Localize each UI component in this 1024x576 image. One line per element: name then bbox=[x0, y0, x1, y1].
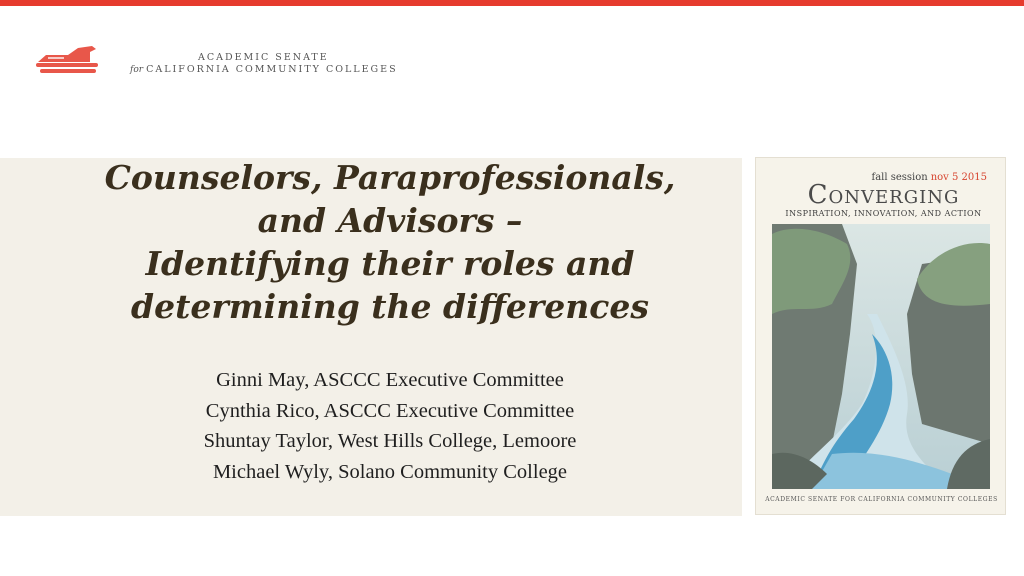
organization-name bbox=[130, 52, 398, 76]
title-line-3: Identifying their roles and bbox=[145, 244, 635, 283]
title-line-4: determining the differences bbox=[131, 287, 649, 326]
title-line-1: Counselors, Paraprofessionals, bbox=[104, 158, 676, 197]
presenter-item: Ginni May, ASCCC Executive Committee bbox=[216, 369, 564, 391]
presenter-item: Michael Wyly, Solano Community College bbox=[212, 460, 568, 483]
org-line-2 bbox=[130, 64, 398, 76]
org-line-1: ACADEMIC SENATE bbox=[198, 52, 329, 63]
presenter-item: Shuntay Taylor, West Hills College, Lemoore bbox=[203, 430, 577, 452]
org-for: for bbox=[130, 65, 144, 75]
title-line-2: and Advisors – bbox=[257, 201, 523, 240]
cover-title: Converging bbox=[807, 180, 960, 210]
river-canyon-painting bbox=[772, 224, 990, 489]
cover-season-label: fall session bbox=[871, 172, 928, 183]
cover-footer: ACADEMIC SENATE FOR CALIFORNIA COMMUNITY COLLEGES bbox=[765, 496, 998, 503]
cover-tagline: INSPIRATION, INNOVATION, AND ACTION bbox=[785, 209, 982, 218]
senate-building-icon bbox=[34, 42, 104, 76]
event-cover-image bbox=[755, 157, 1006, 515]
top-accent-bar bbox=[0, 0, 1024, 6]
presenter-list bbox=[40, 365, 740, 487]
slide-title bbox=[40, 156, 740, 328]
org-line-2-text: CALIFORNIA COMMUNITY COLLEGES bbox=[146, 64, 398, 75]
cover-date: nov 5 2015 bbox=[930, 172, 987, 183]
presenter-item: Cynthia Rico, ASCCC Executive Committee bbox=[205, 399, 575, 422]
